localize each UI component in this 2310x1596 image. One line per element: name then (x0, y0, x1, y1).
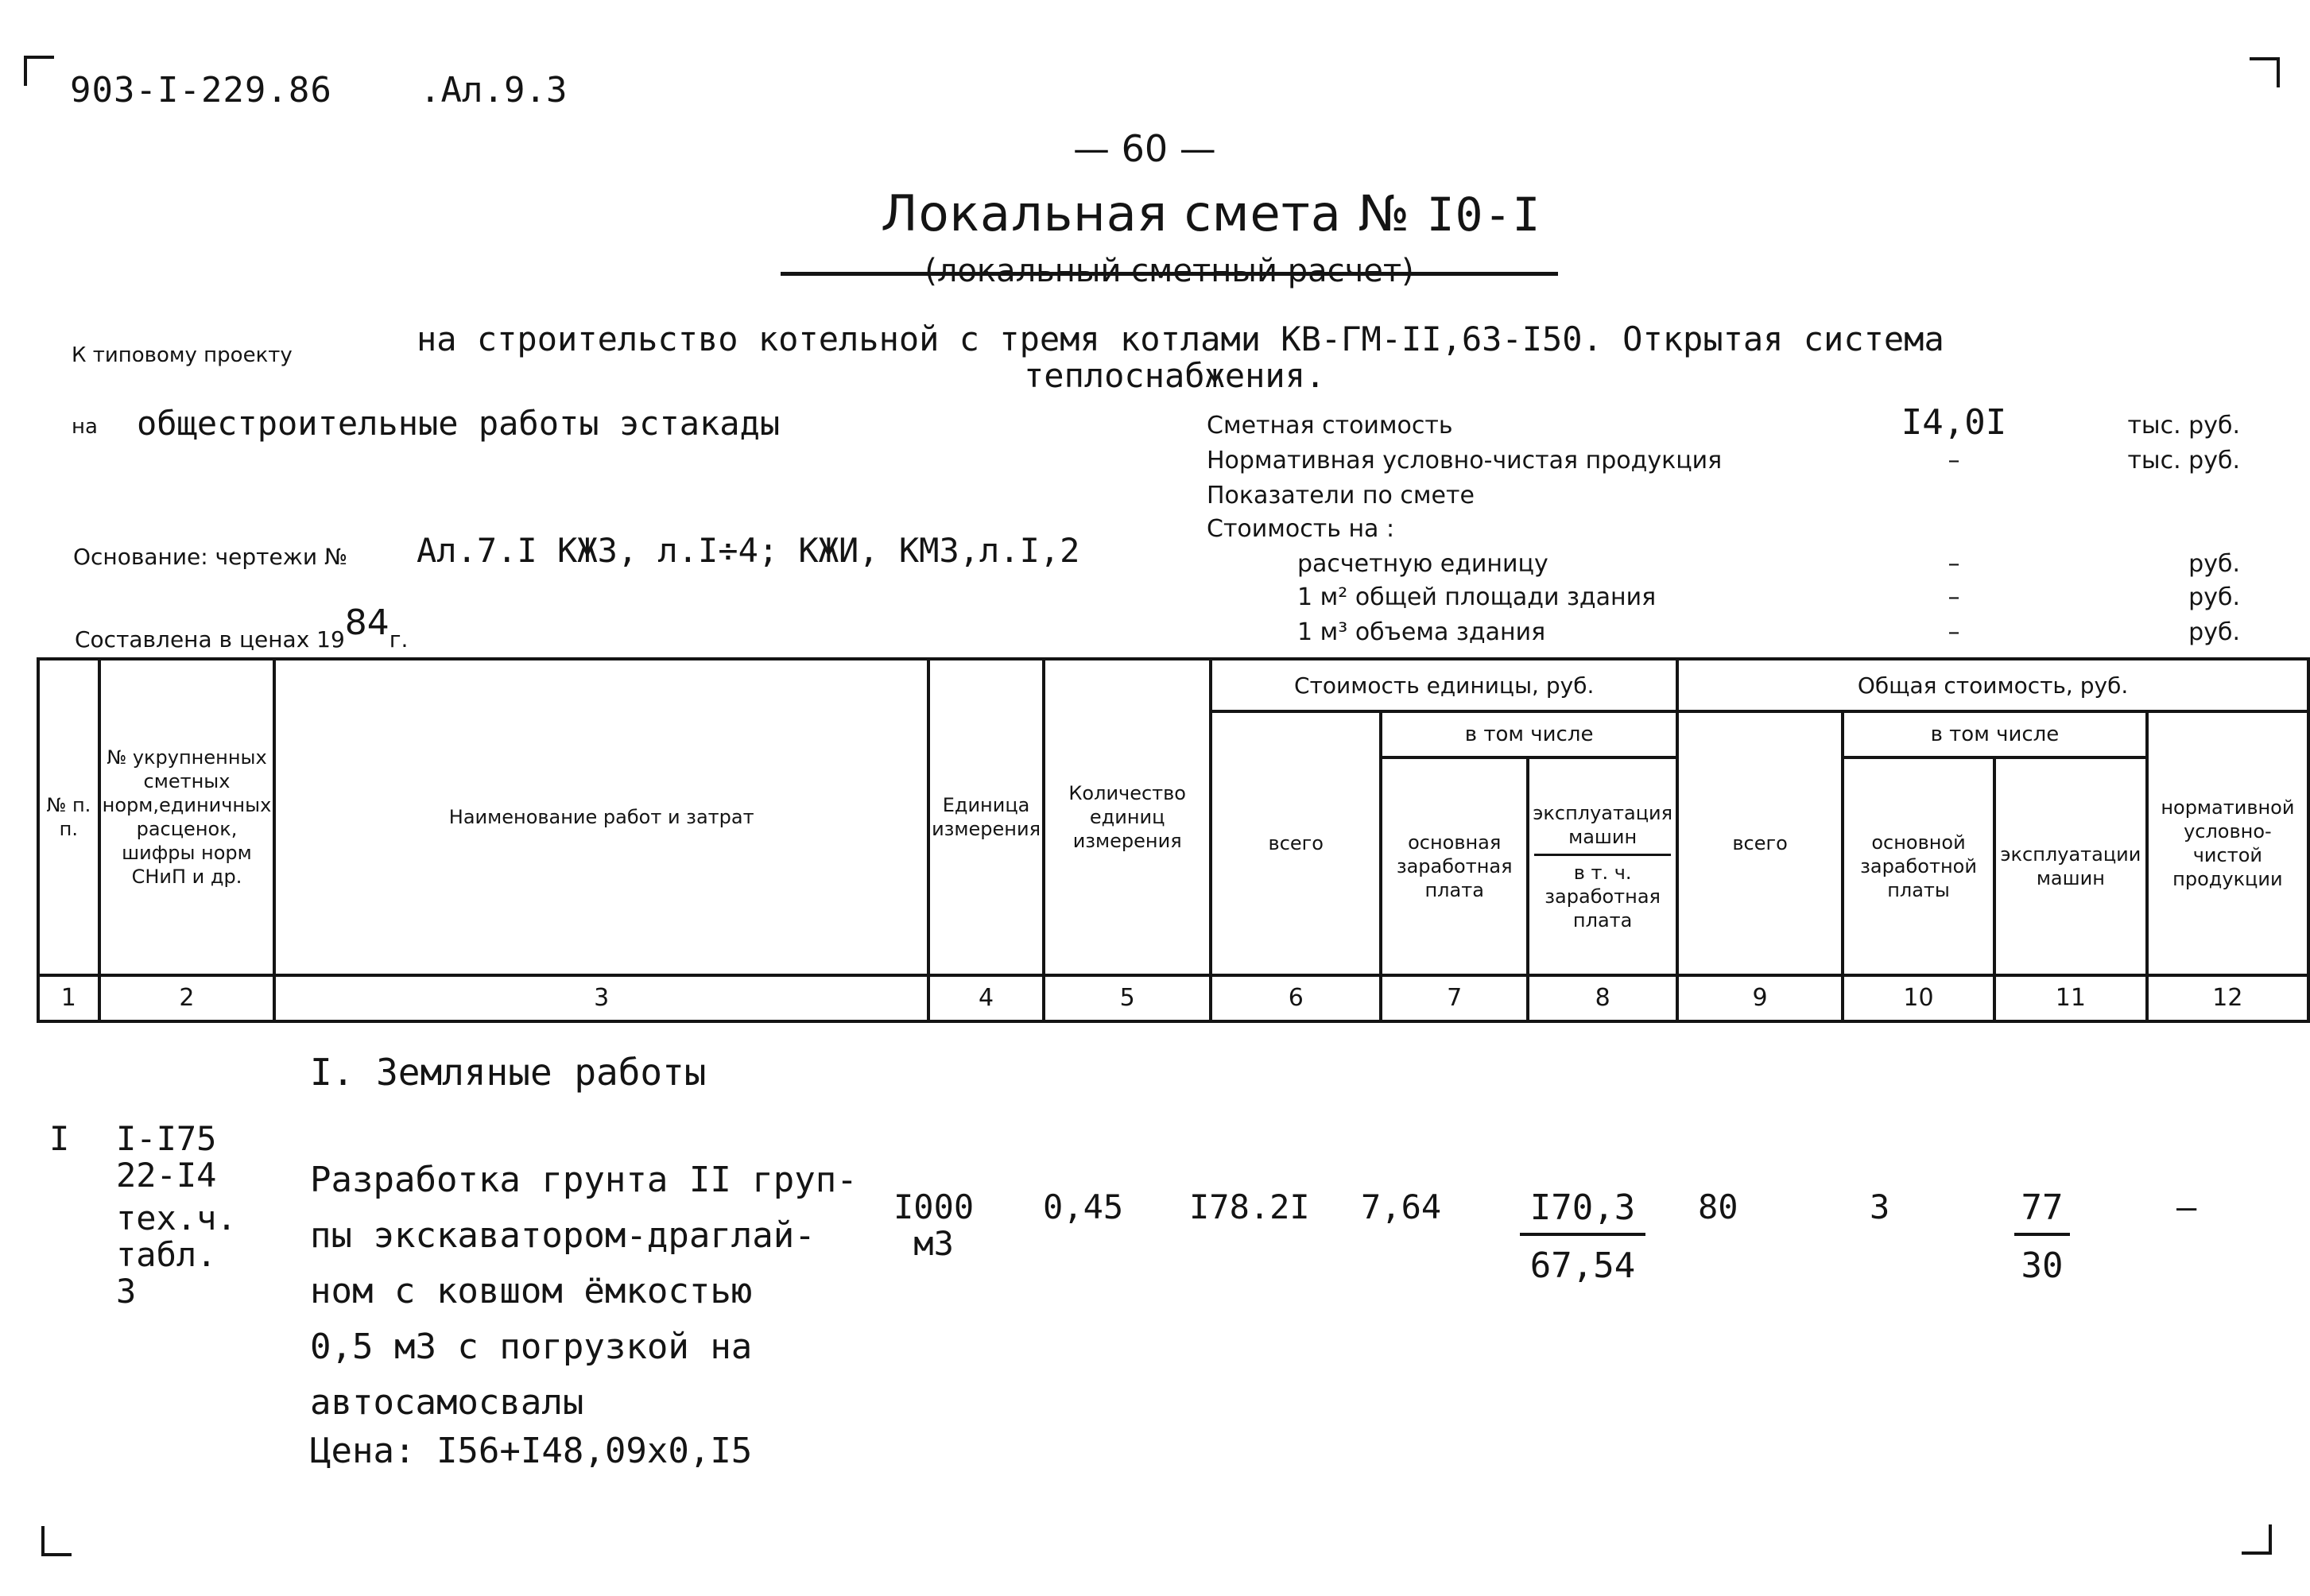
row-unit-wage: 7,64 (1361, 1187, 1442, 1226)
project-text-line1: на строительство котельной с тремя котлами КВ-ГМ-II,63-I50. Открытая система (417, 320, 1944, 358)
row-total-ncp: – (2176, 1187, 2197, 1226)
header-col-11: эксплуатации машин (1994, 757, 2147, 975)
page-title (881, 184, 1541, 242)
header-col-6: всего (1211, 711, 1381, 975)
header-col-1: № п. п. (38, 659, 99, 975)
summary-row: Нормативная условно-чистая продукция – тыс. руб. (1207, 447, 2240, 475)
project-label: К типовому проекту (72, 343, 293, 367)
row-unit-machine-wage: 67,54 (1529, 1245, 1636, 1286)
column-number: 4 (928, 975, 1044, 1021)
prices-year: 84 (344, 602, 390, 643)
header-col-8-divider (1534, 854, 1671, 856)
column-number: 10 (1843, 975, 1994, 1021)
sheet-reference: .Ал.9.3 (420, 70, 568, 110)
row-quantity: 0,45 (1043, 1187, 1124, 1226)
prices-label (75, 602, 409, 656)
estimate-table-header (37, 657, 2310, 1023)
column-number: 1 (38, 975, 99, 1021)
column-number: 11 (1994, 975, 2147, 1021)
basis-text: Ал.7.I КЖЗ, л.I÷4; КЖИ, КМЗ,л.I,2 (417, 531, 1080, 570)
row-description: Разработка грунта II груп- пы экскаватором-драглай- ном с ковшом ёмкостью 0,5 м3 с погрузкой на автосамосвалы (310, 1160, 858, 1423)
header-col-2: № укрупненных сметных норм,единичных расценок, шифры норм СНиП и др. (99, 659, 275, 975)
header-col-8-top: эксплуатация машин (1533, 801, 1673, 848)
header-group-total-cost: Общая стоимость, руб. (1677, 659, 2308, 711)
row-unit-total: I78.2I (1189, 1187, 1310, 1226)
title-prefix: Локальная смета № (881, 184, 1411, 242)
column-number: 12 (2147, 975, 2308, 1021)
header-col-8 (1528, 757, 1677, 975)
summary-row: Сметная стоимость I4,0I тыс. руб. (1207, 402, 2240, 443)
row-total: 80 (1698, 1187, 1738, 1226)
row-total-wage: 3 (1870, 1187, 1890, 1226)
header-col-3: Наименование работ и затрат (274, 659, 928, 975)
price-note: Цена: I56+I48,09х0,I5 (310, 1431, 753, 1471)
header-col-9: всего (1677, 711, 1843, 975)
header-col-12: нормативной условно-чистой продукции (2147, 711, 2308, 975)
title-number: I0-I (1426, 188, 1541, 242)
work-label: на (72, 415, 98, 439)
row-code: I-I75 22-I4 тех.ч. табл. 3 (116, 1119, 237, 1311)
page-number: — 60 — (1073, 127, 1216, 170)
column-number: 8 (1528, 975, 1677, 1021)
corner-mark-top-left (24, 56, 54, 86)
row-total-machine-fraction (2014, 1187, 2070, 1286)
row-unit-machine: I70,3 (1520, 1187, 1645, 1236)
header-col-10: основной заработной платы (1843, 757, 1994, 975)
header-incl-total: в том числе (1843, 711, 2147, 757)
basis-label: Основание: чертежи № (73, 544, 348, 570)
document-code: 903-I-229.86 (70, 70, 332, 110)
summary-row: Показатели по смете (1207, 482, 1475, 509)
project-text-line2: теплоснабжения. (1024, 356, 1326, 395)
header-col-7: основная заработная плата (1381, 757, 1528, 975)
row-total-machine-wage: 30 (2021, 1245, 2064, 1286)
row-total-machine: 77 (2014, 1187, 2070, 1236)
corner-mark-top-right (2250, 57, 2280, 87)
column-number: 6 (1211, 975, 1381, 1021)
column-number: 3 (274, 975, 928, 1021)
column-number: 7 (1381, 975, 1528, 1021)
summary-row: 1 м³ объема здания – руб. (1297, 618, 2240, 646)
corner-mark-bottom-right (2242, 1524, 2272, 1555)
column-number: 5 (1044, 975, 1211, 1021)
column-number: 9 (1677, 975, 1843, 1021)
header-incl-unit: в том числе (1381, 711, 1677, 757)
prices-label-text: Составлена в ценах 19 (75, 626, 345, 653)
header-group-unit-cost: Стоимость единицы, руб. (1211, 659, 1677, 711)
summary-row: 1 м² общей площади здания – руб. (1297, 583, 2240, 611)
struck-subtitle: (локальный сметный расчет) (781, 253, 1558, 294)
section-title: I. Земляные работы (310, 1051, 707, 1094)
header-col-4: Единица измерения (928, 659, 1044, 975)
header-col-8-bottom: в т. ч. заработная плата (1545, 861, 1661, 932)
summary-row: Стоимость на : (1207, 515, 1395, 543)
row-unit-machine-fraction (1520, 1187, 1645, 1286)
summary-row: расчетную единицу – руб. (1297, 550, 2240, 578)
column-number: 2 (99, 975, 275, 1021)
column-number-row (38, 975, 2308, 1021)
prices-suffix: г. (389, 626, 409, 653)
corner-mark-bottom-left (41, 1526, 72, 1556)
work-text: общестроительные работы эстакады (137, 404, 781, 443)
row-unit: I000 м3 (893, 1187, 975, 1263)
row-number: I (49, 1119, 70, 1158)
header-col-5: Количество единиц измерения (1044, 659, 1211, 975)
